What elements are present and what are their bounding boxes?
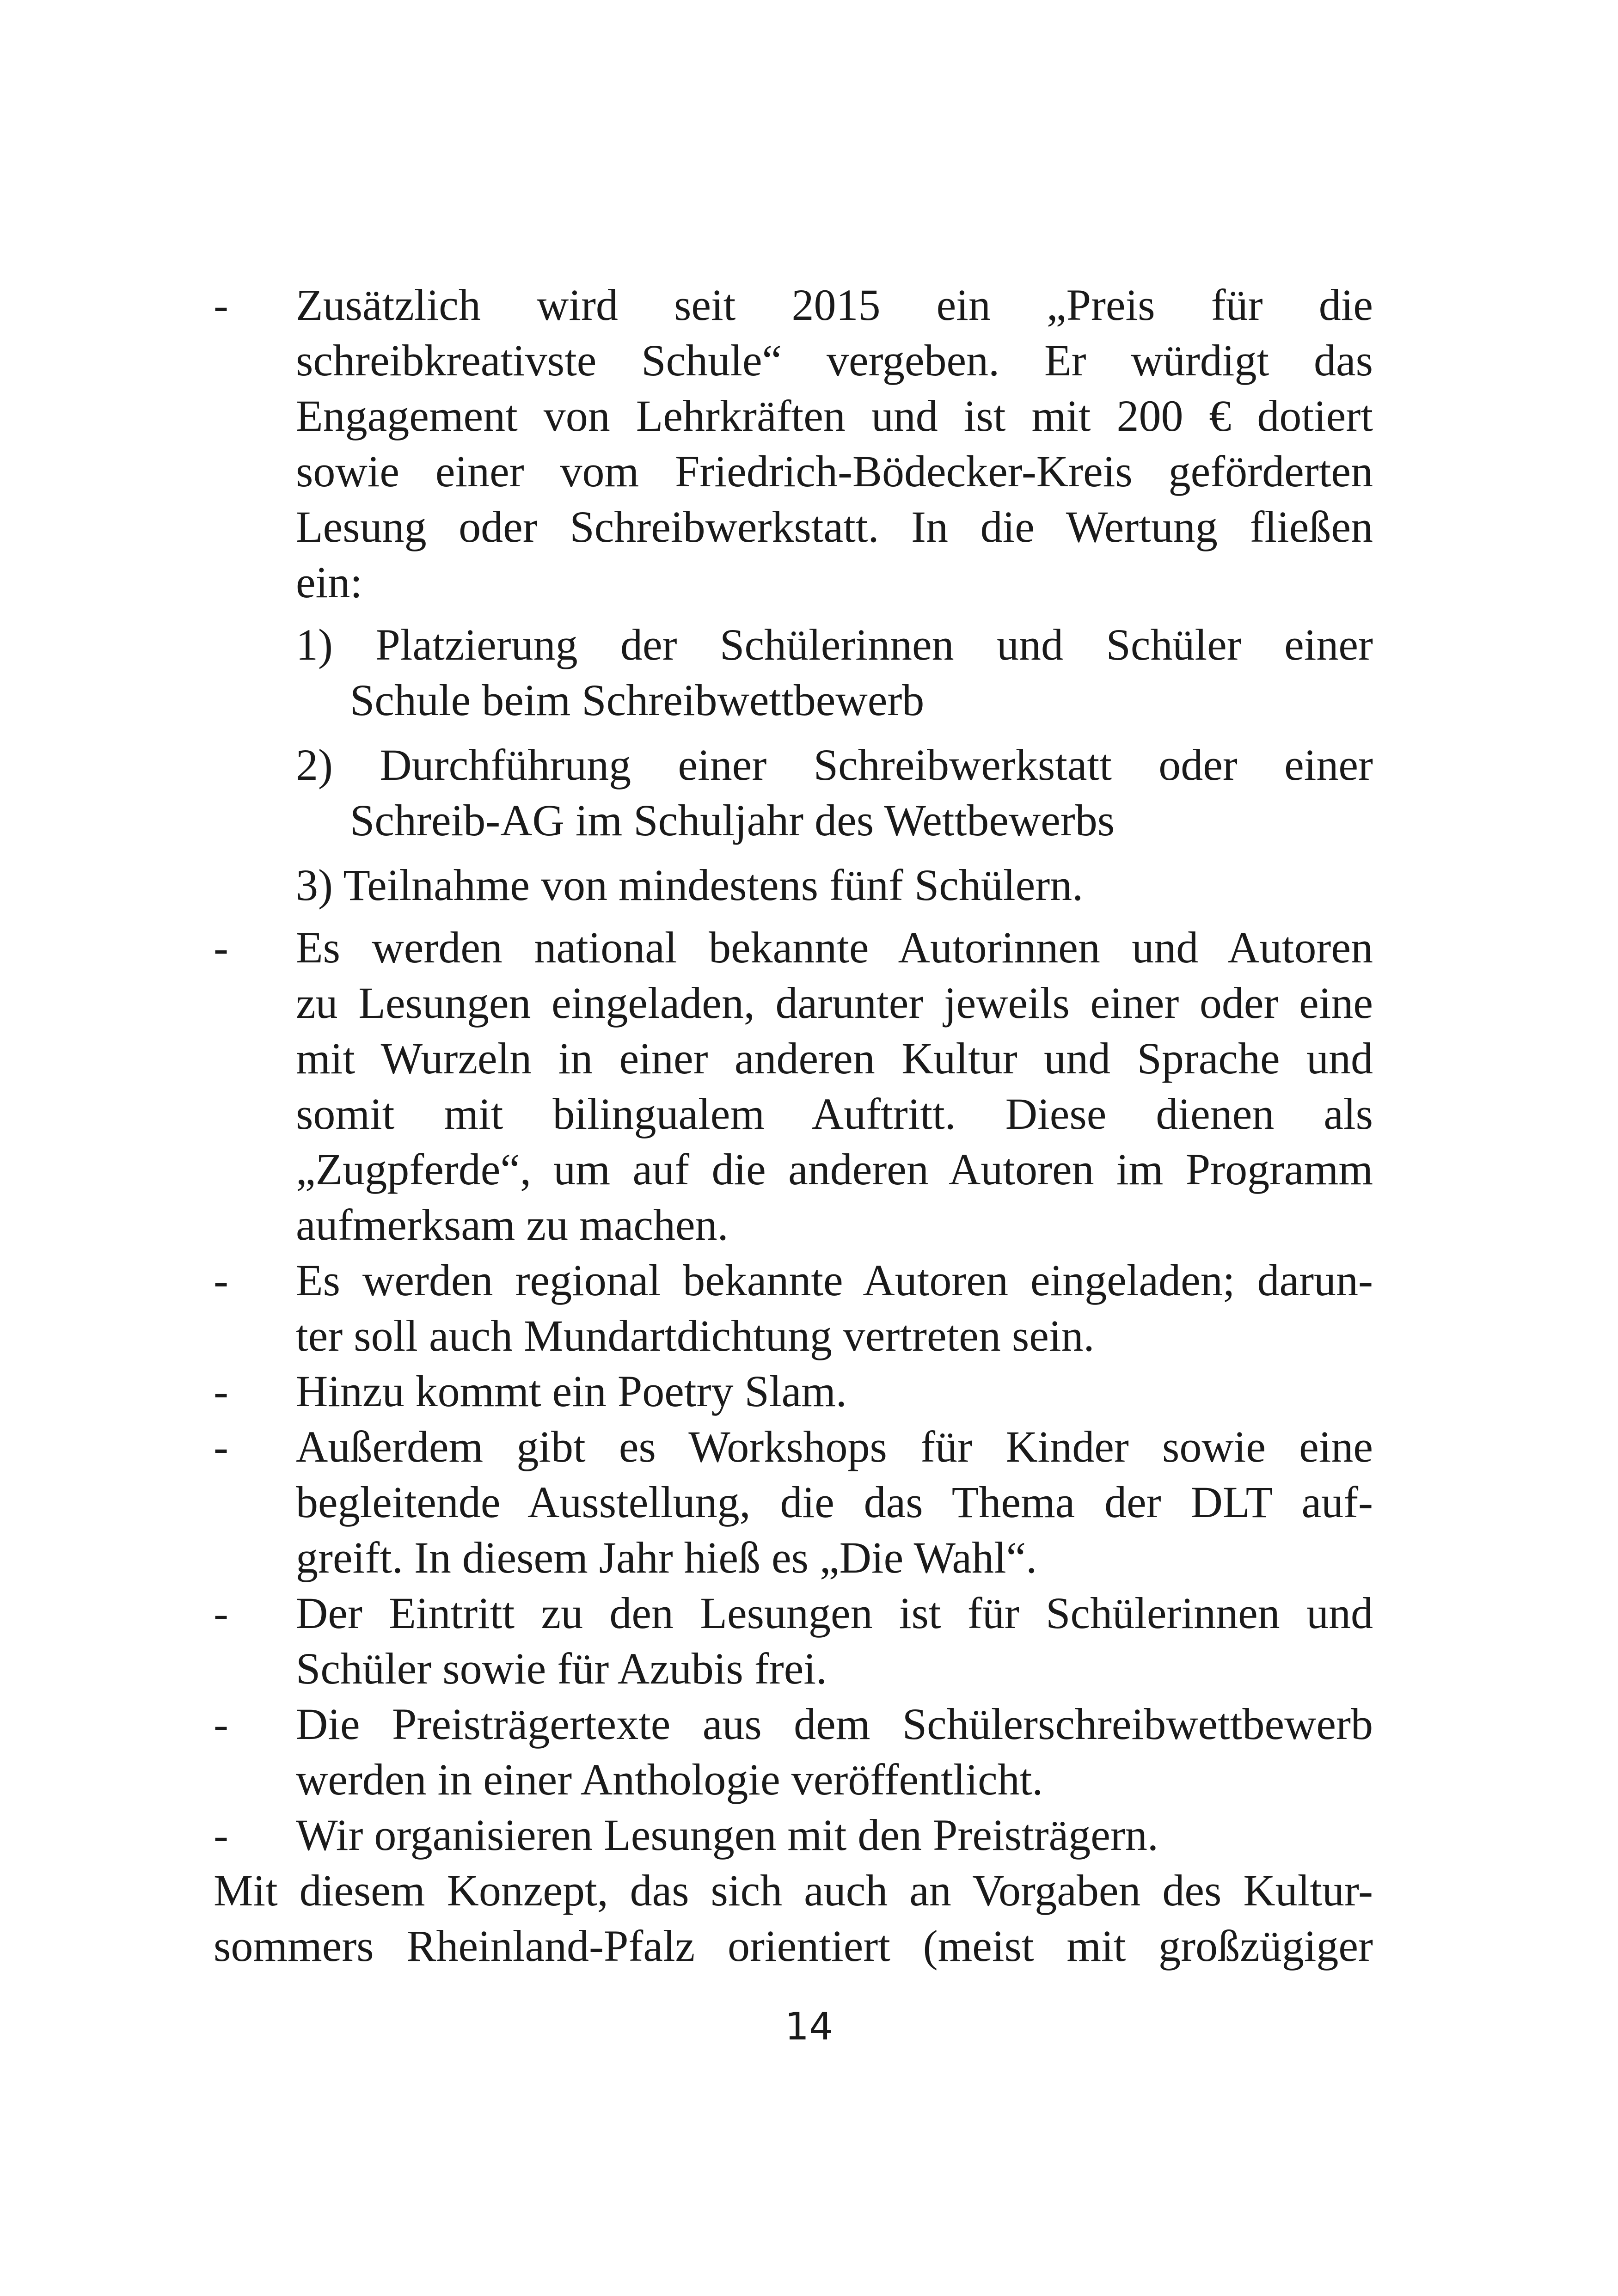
text-line	[0, 1084, 1618, 1144]
text-line	[0, 1916, 1618, 1976]
line-text: sowie einer vom Friedrich-Bödecker-Kreis geförderten	[296, 447, 1373, 496]
line-text: Hinzu kommt ein Poetry Slam.	[296, 1366, 847, 1416]
text-line	[0, 275, 1618, 335]
text-line	[0, 497, 1618, 557]
line-text: Mit diesem Konzept, das sich auch an Vorgaben des Kultur-	[214, 1866, 1373, 1915]
numbered-item	[0, 855, 1618, 915]
line-text: Schule beim Schreibwettbewerb	[350, 675, 925, 725]
line-text: 3) Teilnahme von mindestens fünf Schülern.	[296, 860, 1084, 910]
line-text: ein:	[296, 557, 362, 607]
text-line	[0, 1750, 1618, 1810]
numbered-item	[0, 735, 1618, 795]
line-text: Zusätzlich wird seit 2015 ein „Preis für die	[296, 280, 1373, 330]
line-text: zu Lesungen eingeladen, darunter jeweils einer oder eine	[296, 978, 1373, 1028]
numbered-item	[0, 615, 1618, 675]
line-text: Der Eintritt zu den Lesungen ist für Schülerinnen und	[296, 1588, 1373, 1638]
bullet-marker: -	[214, 1422, 228, 1471]
bullet-marker: -	[214, 1255, 228, 1305]
text-line	[0, 1139, 1618, 1200]
bullet-marker: -	[214, 1699, 228, 1749]
bullet-marker: -	[214, 1810, 228, 1860]
text-line	[0, 441, 1618, 502]
text-line	[0, 1029, 1618, 1089]
text-line	[0, 1250, 1618, 1310]
text-line	[0, 1306, 1618, 1366]
line-text: „Zugpferde“, um auf die anderen Autoren im Programm	[296, 1145, 1373, 1194]
page-number: 14	[784, 2005, 834, 2049]
line-text: mit Wurzeln in einer anderen Kultur und Sprache und	[296, 1034, 1373, 1083]
text-line	[0, 1417, 1618, 1477]
line-text: Schüler sowie für Azubis frei.	[296, 1644, 827, 1693]
line-text: Lesung oder Schreibwerkstatt. In die Wertung fließen	[296, 502, 1373, 551]
line-text: werden in einer Anthologie veröffentlicht.	[296, 1755, 1043, 1804]
text-line	[0, 1361, 1618, 1421]
bullet-marker: -	[214, 280, 228, 330]
text-line	[0, 1639, 1618, 1699]
text-line	[0, 1528, 1618, 1588]
bullet-marker: -	[214, 1588, 228, 1638]
line-text: aufmerksam zu machen.	[296, 1200, 729, 1249]
line-text: Wir organisieren Lesungen mit den Preisträgern.	[296, 1810, 1158, 1860]
line-text: Es werden regional bekannte Autoren eingeladen; darun-	[296, 1255, 1373, 1305]
line-text: Außerdem gibt es Workshops für Kinder sowie eine	[296, 1422, 1373, 1471]
text-line	[0, 386, 1618, 446]
line-text: schreibkreativste Schule“ vergeben. Er würdigt das	[296, 336, 1373, 385]
text-line	[0, 1583, 1618, 1643]
text-line	[0, 670, 1618, 730]
line-text: Schreib-AG im Schuljahr des Wettbewerbs	[350, 796, 1115, 845]
text-line	[0, 1694, 1618, 1754]
line-text: Die Preisträgertexte aus dem Schülerschreibwettbewerb	[296, 1699, 1373, 1749]
text-line	[0, 973, 1618, 1033]
line-text: somit mit bilingualem Auftritt. Diese dienen als	[296, 1089, 1373, 1139]
line-text: sommers Rheinland-Pfalz orientiert (meist mit großzügiger	[214, 1921, 1373, 1971]
text-line	[0, 1472, 1618, 1532]
text-line	[0, 552, 1618, 612]
line-text: begleitende Ausstellung, die das Thema der DLT auf-	[296, 1477, 1373, 1527]
bullet-marker: -	[214, 1366, 228, 1416]
line-text: Engagement von Lehrkräften und ist mit 200 € dotiert	[296, 391, 1373, 441]
text-line	[0, 790, 1618, 851]
line-text: 2) Durchführung einer Schreibwerkstatt oder einer	[296, 740, 1373, 790]
line-text: Es werden national bekannte Autorinnen und Autoren	[296, 923, 1373, 972]
text-line	[0, 1195, 1618, 1255]
bullet-marker: -	[214, 923, 228, 972]
line-text: ter soll auch Mundartdichtung vertreten sein.	[296, 1311, 1095, 1360]
text-line	[0, 331, 1618, 391]
text-line	[0, 1861, 1618, 1921]
line-text: 1) Platzierung der Schülerinnen und Schüler einer	[296, 620, 1373, 669]
text-line	[0, 1805, 1618, 1865]
text-line	[0, 918, 1618, 978]
line-text: greift. In diesem Jahr hieß es „Die Wahl“.	[296, 1533, 1037, 1582]
